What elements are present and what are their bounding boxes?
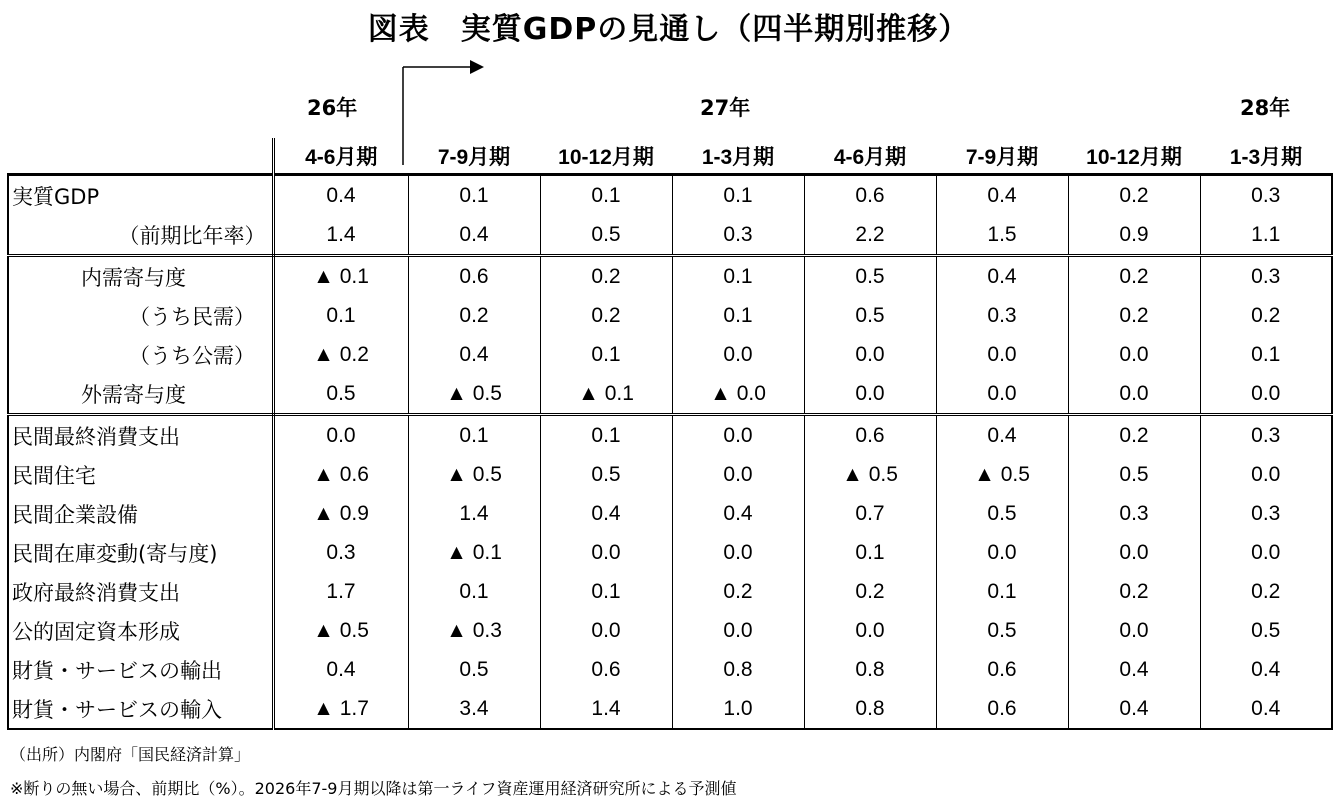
value-cell: 0.0	[1068, 533, 1200, 572]
value-cell: 0.5	[1068, 455, 1200, 494]
value-cell: 0.2	[1068, 415, 1200, 456]
value-cell: 0.5	[804, 256, 936, 297]
value-cell: 0.4	[1068, 689, 1200, 729]
value-cell: 0.4	[672, 494, 804, 533]
period-header: 10-12月期	[1068, 138, 1200, 175]
value-cell: ▲ 0.1	[540, 374, 672, 415]
value-cell: 0.8	[672, 650, 804, 689]
row-label: 政府最終消費支出	[8, 572, 273, 611]
year-label-27: 27年	[700, 96, 751, 120]
year-label-26: 26年	[307, 96, 358, 120]
value-cell: 0.2	[1068, 256, 1200, 297]
row-label: （うち民需）	[8, 296, 273, 335]
value-cell: 0.4	[408, 215, 540, 256]
value-cell: ▲ 0.3	[408, 611, 540, 650]
value-cell: 0.1	[936, 572, 1068, 611]
row-label: 財貨・サービスの輸入	[8, 689, 273, 729]
value-cell: 3.4	[408, 689, 540, 729]
page-title: 図表 実質GDPの見通し（四半期別推移）	[367, 12, 970, 47]
value-cell: 1.4	[540, 689, 672, 729]
value-cell: 0.3	[1200, 175, 1332, 216]
value-cell: ▲ 0.5	[408, 374, 540, 415]
value-cell: 0.0	[1200, 533, 1332, 572]
table-row	[8, 215, 1332, 256]
value-cell: 0.4	[273, 175, 408, 216]
row-label: 内需寄与度	[8, 256, 273, 297]
value-cell: 0.6	[936, 689, 1068, 729]
row-label: 民間在庫変動(寄与度)	[8, 533, 273, 572]
value-cell: 0.0	[804, 335, 936, 374]
table-row	[8, 533, 1332, 572]
value-cell: 0.2	[1200, 572, 1332, 611]
value-cell: 0.2	[1068, 175, 1200, 216]
value-cell: 0.1	[1200, 335, 1332, 374]
value-cell: 0.4	[1068, 650, 1200, 689]
value-cell: ▲ 0.9	[273, 494, 408, 533]
value-cell: 0.0	[936, 374, 1068, 415]
value-cell: ▲ 1.7	[273, 689, 408, 729]
table-row	[8, 374, 1332, 415]
value-cell: 0.1	[540, 572, 672, 611]
value-cell: ▲ 0.2	[273, 335, 408, 374]
value-cell: 0.2	[540, 296, 672, 335]
period-header: 4-6月期	[273, 138, 408, 175]
value-cell: 1.0	[672, 689, 804, 729]
value-cell: 0.4	[936, 415, 1068, 456]
value-cell: ▲ 0.5	[273, 611, 408, 650]
value-cell: 0.1	[540, 335, 672, 374]
row-label: 公的固定資本形成	[8, 611, 273, 650]
table-row	[8, 494, 1332, 533]
value-cell: 0.1	[408, 572, 540, 611]
value-cell: 0.5	[804, 296, 936, 335]
value-cell: 0.6	[804, 175, 936, 216]
table-row	[8, 415, 1332, 456]
value-cell: 0.0	[1068, 374, 1200, 415]
table-row	[8, 296, 1332, 335]
value-cell: 0.4	[540, 494, 672, 533]
value-cell: 0.4	[936, 175, 1068, 216]
value-cell: 0.0	[273, 415, 408, 456]
year-label-28: 28年	[1240, 96, 1291, 120]
value-cell: 1.4	[273, 215, 408, 256]
value-cell: 0.2	[1200, 296, 1332, 335]
value-cell: ▲ 0.0	[672, 374, 804, 415]
value-cell: 0.6	[936, 650, 1068, 689]
value-cell: 0.2	[408, 296, 540, 335]
value-cell: 1.7	[273, 572, 408, 611]
value-cell: 0.9	[1068, 215, 1200, 256]
table-row	[8, 335, 1332, 374]
remark-note: ※断りの無い場合、前期比（%）。2026年7-9月期以降は第一ライフ資産運用経済研究所による予測値	[10, 779, 737, 798]
value-cell: 0.3	[936, 296, 1068, 335]
value-cell: 0.0	[1068, 335, 1200, 374]
value-cell: 1.4	[408, 494, 540, 533]
table-row	[8, 611, 1332, 650]
gdp-forecast-table	[7, 138, 1333, 730]
period-header: 1-3月期	[1200, 138, 1332, 175]
value-cell: 0.1	[804, 533, 936, 572]
value-cell: 0.0	[540, 533, 672, 572]
value-cell: 0.3	[1068, 494, 1200, 533]
value-cell: 0.0	[672, 455, 804, 494]
value-cell: ▲ 0.5	[804, 455, 936, 494]
row-label: （前期比年率）	[8, 215, 273, 256]
table-body	[8, 175, 1332, 730]
value-cell: 0.4	[1200, 689, 1332, 729]
value-cell: 0.2	[1068, 296, 1200, 335]
value-cell: 1.1	[1200, 215, 1332, 256]
value-cell: 0.5	[936, 494, 1068, 533]
row-label: 外需寄与度	[8, 374, 273, 415]
value-cell: 0.0	[672, 533, 804, 572]
value-cell: ▲ 0.5	[408, 455, 540, 494]
value-cell: 0.8	[804, 689, 936, 729]
value-cell: 0.5	[273, 374, 408, 415]
header-corner	[8, 138, 273, 175]
value-cell: 0.1	[672, 256, 804, 297]
period-header: 10-12月期	[540, 138, 672, 175]
value-cell: 0.4	[936, 256, 1068, 297]
value-cell: 0.6	[540, 650, 672, 689]
value-cell: 0.6	[804, 415, 936, 456]
value-cell: 0.0	[1068, 611, 1200, 650]
value-cell: 0.1	[540, 175, 672, 216]
value-cell: 0.8	[804, 650, 936, 689]
table-row	[8, 689, 1332, 729]
value-cell: 0.0	[936, 335, 1068, 374]
value-cell: 0.5	[540, 455, 672, 494]
value-cell: ▲ 0.1	[408, 533, 540, 572]
table-row	[8, 256, 1332, 297]
value-cell: 0.5	[540, 215, 672, 256]
value-cell: 0.0	[936, 533, 1068, 572]
value-cell: 0.4	[408, 335, 540, 374]
value-cell: 0.3	[273, 533, 408, 572]
value-cell: ▲ 0.5	[936, 455, 1068, 494]
value-cell: 0.5	[408, 650, 540, 689]
value-cell: 0.3	[672, 215, 804, 256]
table-row	[8, 650, 1332, 689]
value-cell: 0.1	[273, 296, 408, 335]
row-label: 民間最終消費支出	[8, 415, 273, 456]
table-row	[8, 455, 1332, 494]
value-cell: 0.1	[408, 175, 540, 216]
value-cell: 0.7	[804, 494, 936, 533]
row-label: 実質GDP	[8, 175, 273, 216]
value-cell: 0.4	[1200, 650, 1332, 689]
value-cell: 0.3	[1200, 494, 1332, 533]
row-label: 民間住宅	[8, 455, 273, 494]
header-row	[8, 138, 1332, 175]
value-cell: 0.0	[1200, 455, 1332, 494]
value-cell: 0.0	[804, 611, 936, 650]
value-cell: 0.3	[1200, 415, 1332, 456]
value-cell: ▲ 0.6	[273, 455, 408, 494]
value-cell: ▲ 0.1	[273, 256, 408, 297]
table-row	[8, 572, 1332, 611]
value-cell: 0.5	[936, 611, 1068, 650]
period-header: 7-9月期	[408, 138, 540, 175]
value-cell: 0.3	[1200, 256, 1332, 297]
value-cell: 0.6	[408, 256, 540, 297]
value-cell: 0.0	[540, 611, 672, 650]
value-cell: 0.1	[540, 415, 672, 456]
period-header: 7-9月期	[936, 138, 1068, 175]
value-cell: 0.1	[672, 175, 804, 216]
value-cell: 0.0	[672, 335, 804, 374]
table-row	[8, 175, 1332, 216]
value-cell: 0.0	[672, 611, 804, 650]
value-cell: 0.0	[804, 374, 936, 415]
row-label: 民間企業設備	[8, 494, 273, 533]
source-note: （出所）内閣府「国民経済計算」	[10, 745, 251, 764]
value-cell: 2.2	[804, 215, 936, 256]
period-header: 1-3月期	[672, 138, 804, 175]
value-cell: 0.2	[672, 572, 804, 611]
value-cell: 0.0	[1200, 374, 1332, 415]
value-cell: 0.2	[540, 256, 672, 297]
value-cell: 0.4	[273, 650, 408, 689]
period-header: 4-6月期	[804, 138, 936, 175]
value-cell: 0.2	[804, 572, 936, 611]
row-label: 財貨・サービスの輸出	[8, 650, 273, 689]
value-cell: 0.2	[1068, 572, 1200, 611]
value-cell: 0.0	[672, 415, 804, 456]
value-cell: 1.5	[936, 215, 1068, 256]
row-label: （うち公需）	[8, 335, 273, 374]
value-cell: 0.1	[672, 296, 804, 335]
value-cell: 0.1	[408, 415, 540, 456]
value-cell: 0.5	[1200, 611, 1332, 650]
